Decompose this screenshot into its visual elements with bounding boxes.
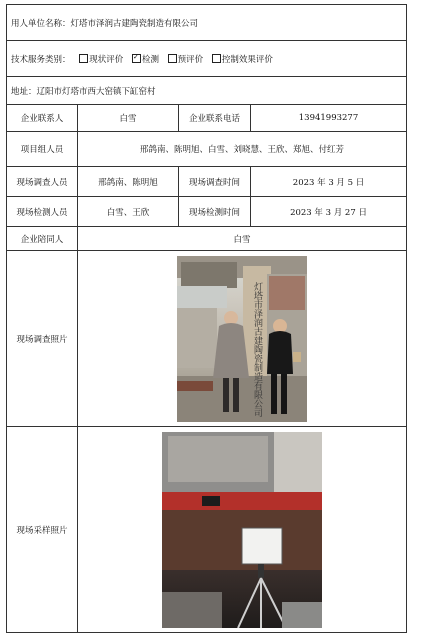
survey-record-table xyxy=(6,4,407,633)
address-label: 地址： xyxy=(11,86,37,97)
contact-name: 白雪 xyxy=(78,105,179,132)
checkbox-control-effect-evaluation[interactable] xyxy=(212,54,221,63)
address-value: 辽阳市灯塔市西大窑镇下缸窑村 xyxy=(36,86,156,97)
address-cell xyxy=(7,77,407,105)
team-members: 邢鸽南、陈明旭、白雪、刘晓慧、王欣、郑旭、付红芳 xyxy=(78,132,407,167)
team-label: 项目组人员 xyxy=(7,132,78,167)
testing-row xyxy=(7,197,407,227)
option-testing: 检测 xyxy=(141,54,159,65)
checkbox-pre-evaluation[interactable] xyxy=(168,54,177,63)
survey-row xyxy=(7,167,407,197)
contact-label: 企业联系人 xyxy=(7,105,78,132)
option-status-evaluation: 现状评价 xyxy=(89,54,124,65)
escort-row xyxy=(7,227,407,251)
checkbox-status-evaluation[interactable] xyxy=(79,54,88,63)
testing-staff-label: 现场检测人员 xyxy=(7,197,78,227)
phone-value: 13941993277 xyxy=(251,105,407,132)
survey-photo-row xyxy=(7,251,407,427)
testing-time: 2023 年 3 月 27 日 xyxy=(251,197,407,227)
team-row xyxy=(7,132,407,167)
option-pre-evaluation: 预评价 xyxy=(177,54,204,65)
testing-time-label: 现场检测时间 xyxy=(179,197,251,227)
service-type-label: 技术服务类别： xyxy=(11,54,71,65)
company-sign-text: 灯塔市泽润古建陶瓷制造有限公司 xyxy=(252,281,263,417)
survey-photo-cell xyxy=(78,251,407,427)
service-type-cell xyxy=(7,41,407,77)
address-row xyxy=(7,77,407,105)
service-type-row xyxy=(7,41,407,77)
sampling-photo-drawing xyxy=(162,432,322,628)
survey-time: 2023 年 3 月 5 日 xyxy=(251,167,407,197)
contact-row xyxy=(7,105,407,132)
survey-staff: 邢鸽南、陈明旭 xyxy=(78,167,179,197)
sampling-photo-label: 现场采样照片 xyxy=(7,427,78,633)
survey-staff-label: 现场调查人员 xyxy=(7,167,78,197)
checkbox-testing[interactable] xyxy=(132,54,141,63)
escort-label: 企业陪同人 xyxy=(7,227,78,251)
company-row xyxy=(7,5,407,41)
escort-name: 白雪 xyxy=(78,227,407,251)
option-control-effect-evaluation: 控制效果评价 xyxy=(221,54,273,65)
survey-photo-label: 现场调查照片 xyxy=(7,251,78,427)
survey-photo xyxy=(177,256,307,422)
company-cell xyxy=(7,5,407,41)
survey-time-label: 现场调查时间 xyxy=(179,167,251,197)
sampling-photo xyxy=(162,432,322,628)
testing-staff: 白雪、王欣 xyxy=(78,197,179,227)
company-label: 用人单位名称： xyxy=(11,18,71,29)
sampling-photo-row xyxy=(7,427,407,633)
company-name: 灯塔市泽润古建陶瓷制造有限公司 xyxy=(70,18,199,29)
survey-photo-drawing xyxy=(177,256,307,422)
sampling-photo-cell xyxy=(78,427,407,633)
phone-label: 企业联系电话 xyxy=(179,105,251,132)
